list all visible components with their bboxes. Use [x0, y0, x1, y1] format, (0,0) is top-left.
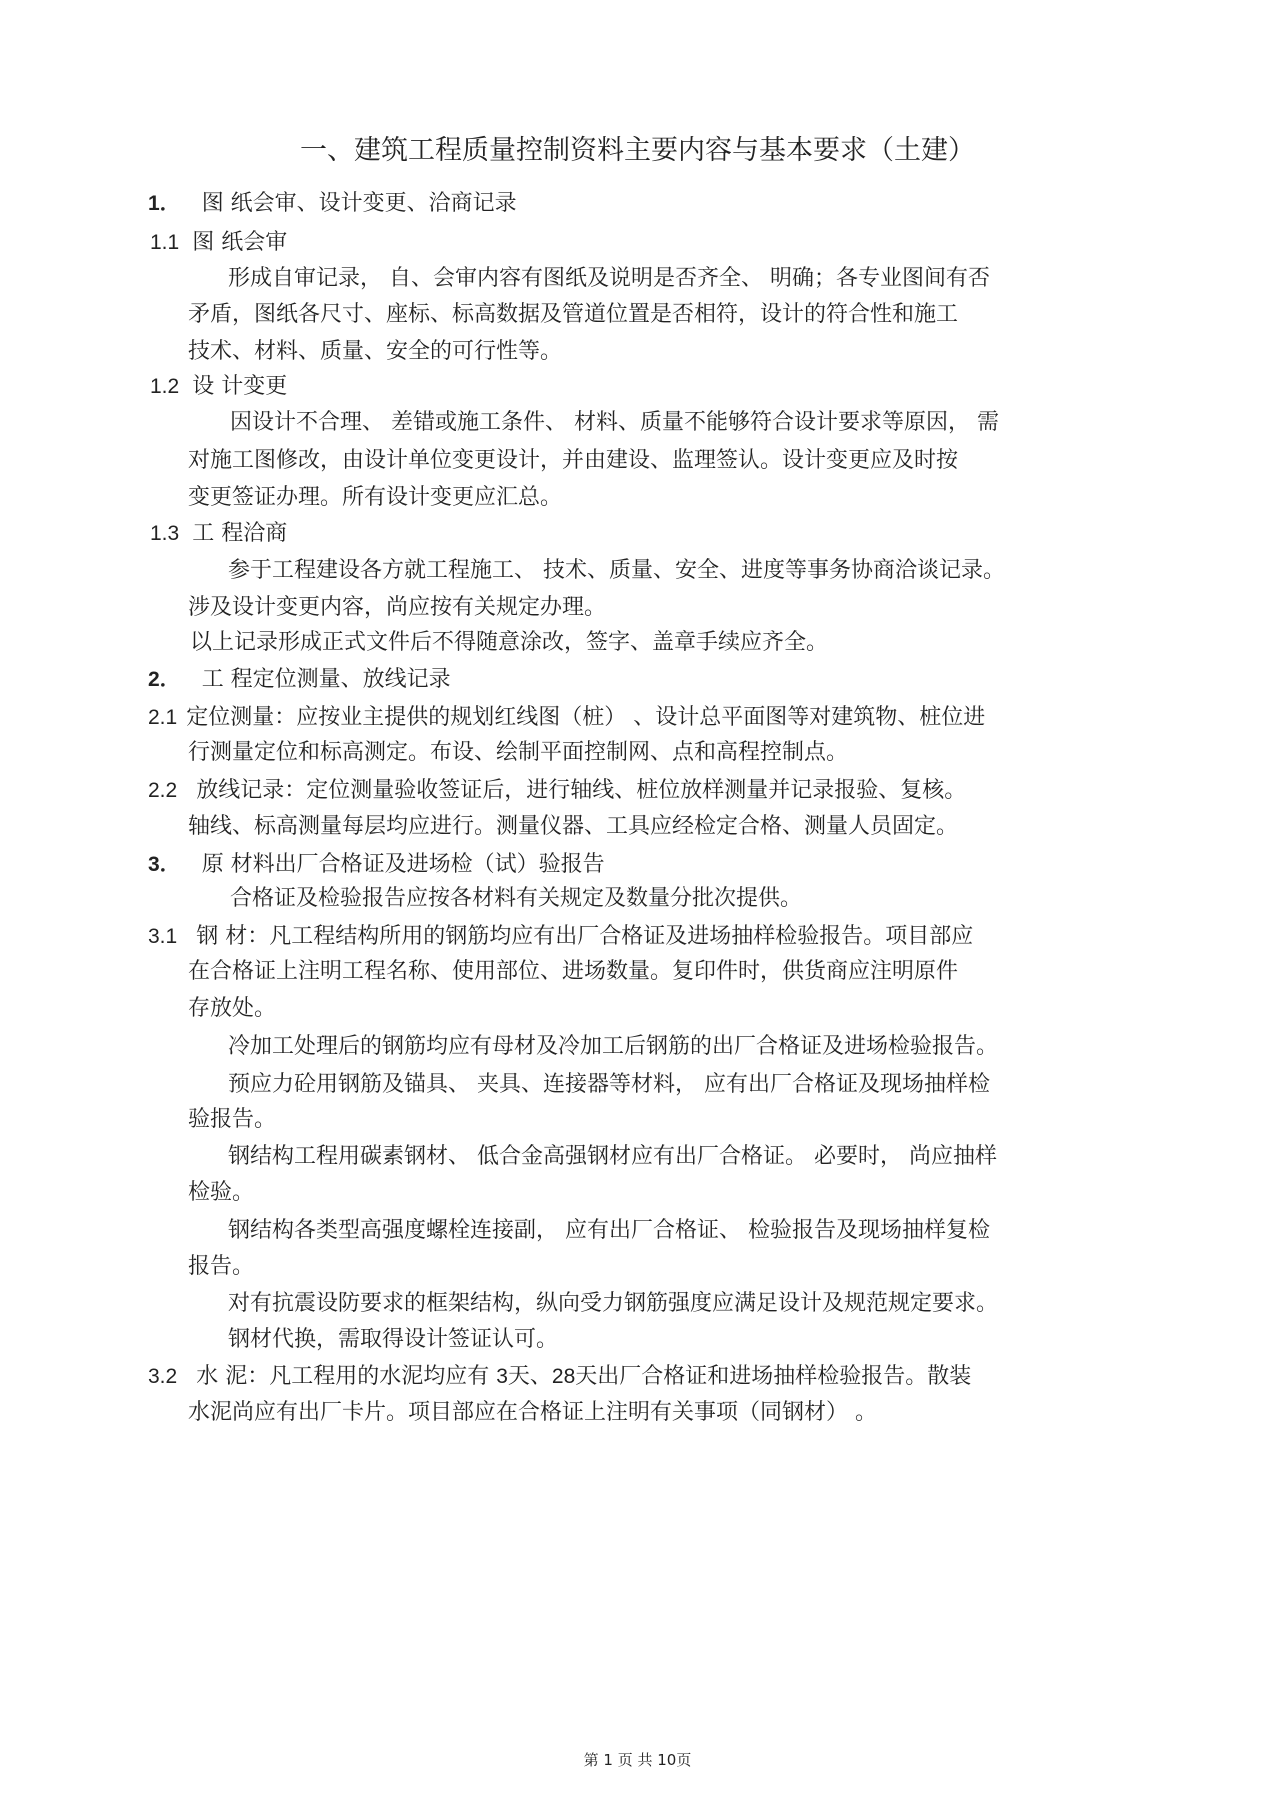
paragraph-line: 检验。 — [188, 1180, 255, 1205]
paragraph-line: 行测量定位和标高测定。布设、绘制平面控制网、点和高程控制点。 — [188, 740, 849, 765]
section-number: 2.2 — [148, 779, 178, 802]
paragraph-line: 轴线、标高测量每层均应进行。测量仪器、工具应经检定合格、测量人员固定。 — [188, 814, 959, 839]
paragraph-text: 水 泥：凡工程用的水泥均应有 — [196, 1364, 497, 1389]
paragraph-text: 天、 — [507, 1364, 552, 1389]
section-2-heading — [148, 665, 451, 695]
section-number: 1.2 — [150, 375, 180, 398]
section-1-2-heading — [150, 372, 287, 402]
paragraph-line: 参于工程建设各方就工程施工、 技术、质量、安全、进度等事务协商洽谈记录。 — [228, 558, 1005, 583]
section-number: 3.1 — [148, 925, 178, 948]
inline-number: 3 — [496, 1365, 508, 1388]
section-title: 设 计变更 — [192, 374, 288, 399]
paragraph-text: 天出厂合格证和进场抽样检验报告。散装 — [575, 1364, 972, 1389]
paragraph-line: 涉及设计变更内容，尚应按有关规定办理。 — [188, 595, 607, 620]
section-1-heading — [148, 189, 517, 219]
paragraph-line: 钢结构工程用碳素钢材、 低合金高强钢材应有出厂合格证。 必要时， 尚应抽样 — [228, 1144, 997, 1169]
section-2-2-line — [148, 776, 966, 806]
paragraph-line: 水泥尚应有出厂卡片。项目部应在合格证上注明有关事项（同钢材） 。 — [188, 1400, 877, 1425]
section-title: 工 程定位测量、放线记录 — [201, 667, 451, 692]
paragraph-line: 因设计不合理、 差错或施工条件、 材料、质量不能够符合设计要求等原因， 需 — [230, 410, 999, 435]
paragraph-line: 变更签证办理。所有设计变更应汇总。 — [188, 485, 563, 510]
section-title: 原 材料出厂合格证及进场检（试）验报告 — [201, 852, 605, 877]
section-number: 3． — [148, 853, 181, 876]
paragraph-line: 对有抗震设防要求的框架结构，纵向受力钢筋强度应满足设计及规范规定要求。 — [228, 1291, 999, 1316]
section-3-1-line — [148, 922, 973, 952]
section-title: 工 程洽商 — [192, 521, 288, 546]
paragraph-line: 钢结构各类型高强度螺栓连接副， 应有出厂合格证、 检验报告及现场抽样复检 — [228, 1218, 990, 1243]
section-number: 2． — [148, 668, 181, 691]
paragraph-line: 冷加工处理后的钢筋均应有母材及冷加工后钢筋的出厂合格证及进场检验报告。 — [228, 1034, 999, 1059]
paragraph-line: 对施工图修改，由设计单位变更设计，并由建设、监理签认。设计变更应及时按 — [188, 448, 959, 473]
inline-number: 28 — [551, 1365, 576, 1388]
section-2-1-line — [148, 703, 985, 733]
paragraph-line: 存放处。 — [188, 996, 277, 1021]
section-number: 1． — [148, 192, 181, 215]
page-footer: 第 1 页 共 10页 — [583, 1751, 692, 1769]
paragraph-line: 形成自审记录， 自、会审内容有图纸及说明是否齐全、 明确；各专业图间有否 — [228, 266, 990, 291]
document-title: 一、建筑工程质量控制资料主要内容与基本要求（土建） — [300, 135, 975, 166]
paragraph-line: 钢材代换，需取得设计签证认可。 — [228, 1327, 559, 1352]
paragraph-line: 技术、材料、质量、安全的可行性等。 — [188, 339, 563, 364]
paragraph-line: 矛盾，图纸各尺寸、座标、标高数据及管道位置是否相符，设计的符合性和施工 — [188, 302, 959, 327]
paragraph-line: 以上记录形成正式文件后不得随意涂改，签字、盖章手续应齐全。 — [190, 630, 829, 655]
paragraph-line: 预应力砼用钢筋及锚具、 夹具、连接器等材料， 应有出厂合格证及现场抽样检 — [228, 1072, 990, 1097]
section-1-1-heading — [150, 228, 287, 258]
section-number: 2.1 — [148, 706, 178, 729]
section-title: 图 纸会审、设计变更、洽商记录 — [201, 191, 517, 216]
paragraph-text: 放线记录：定位测量验收签证后，进行轴线、桩位放样测量并记录报验、复核。 — [196, 778, 967, 803]
section-number: 1.3 — [150, 522, 180, 545]
paragraph-text: 定位测量：应按业主提供的规划红线图（桩） 、设计总平面图等对建筑物、桩位进 — [186, 705, 986, 730]
section-3-heading — [148, 850, 605, 880]
section-number: 1.1 — [150, 231, 180, 254]
paragraph-text: 钢 材：凡工程结构所用的钢筋均应有出厂合格证及进场抽样检验报告。项目部应 — [196, 924, 974, 949]
paragraph-line: 在合格证上注明工程名称、使用部位、进场数量。复印件时，供货商应注明原件 — [188, 959, 959, 984]
section-3-2-line — [148, 1362, 971, 1392]
paragraph-line: 报告。 — [188, 1254, 255, 1279]
section-number: 3.2 — [148, 1365, 178, 1388]
section-1-3-heading — [150, 519, 287, 549]
paragraph-line: 合格证及检验报告应按各材料有关规定及数量分批次提供。 — [230, 886, 803, 911]
paragraph-line: 验报告。 — [188, 1107, 277, 1132]
section-title: 图 纸会审 — [192, 230, 288, 255]
